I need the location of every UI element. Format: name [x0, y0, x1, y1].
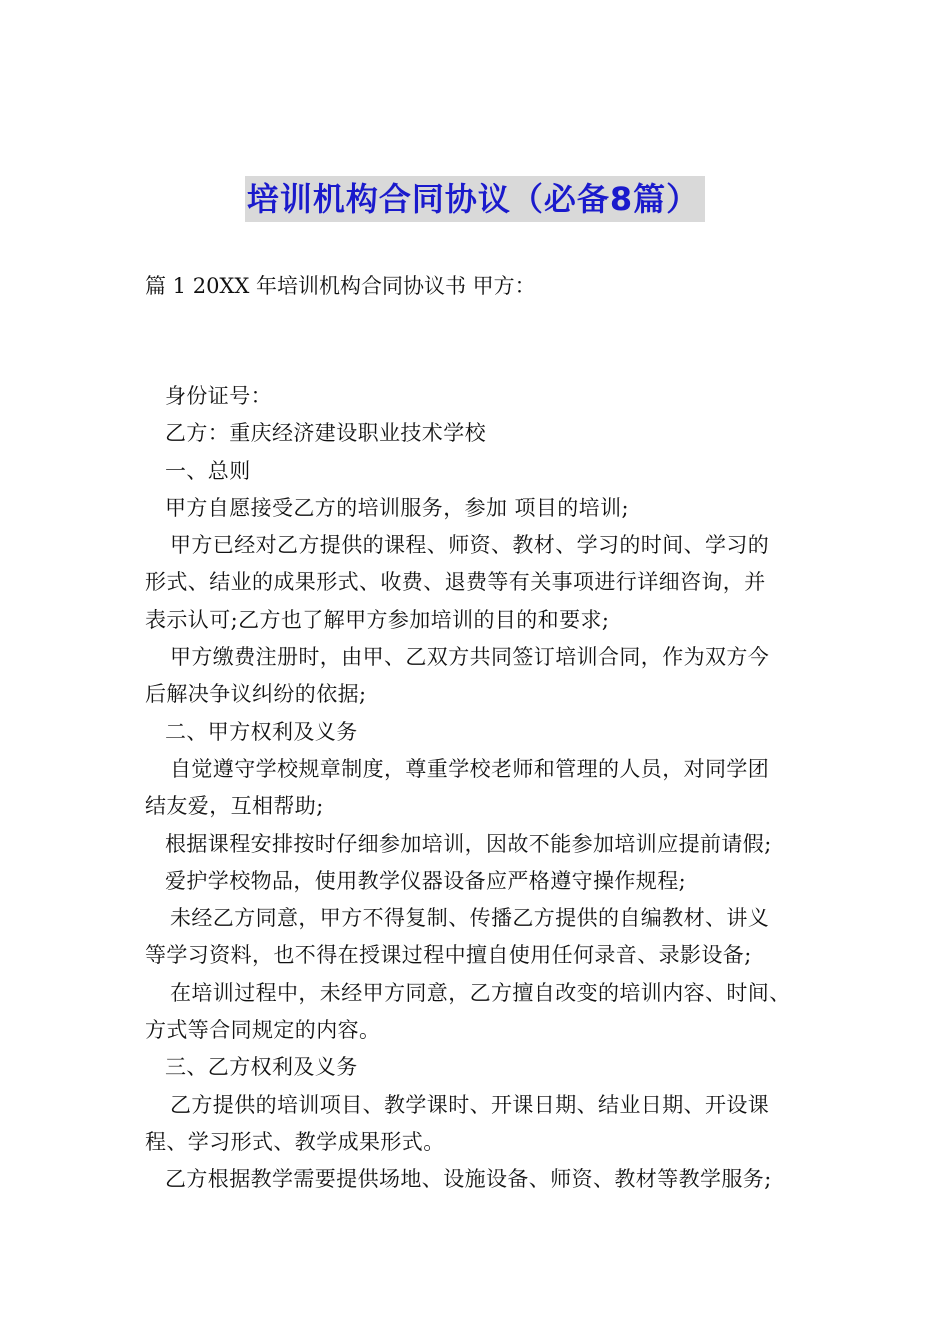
body-line: 二、甲方权利及义务 [165, 719, 358, 744]
body-line: 自觉遵守学校规章制度，尊重学校老师和管理的人员，对同学团 [170, 756, 770, 781]
body-line: 未经乙方同意，甲方不得复制、传播乙方提供的自编教材、讲义 [170, 906, 770, 931]
document-body [145, 378, 810, 1199]
document-title: 培训机构合同协议（必备8篇） [245, 176, 705, 222]
body-line: 乙方根据教学需要提供场地、设施设备、师资、教材等教学服务; [165, 1167, 772, 1192]
body-line: 等学习资料，也不得在授课过程中擅自使用任何录音、录影设备; [145, 943, 752, 968]
body-line: 结友爱，互相帮助; [145, 794, 324, 819]
body-line: 方式等合同规定的内容。 [145, 1018, 381, 1043]
body-line: 形式、结业的成果形式、收费、退费等有关事项进行详细咨询，并 [145, 570, 766, 595]
body-line: 在培训过程中，未经甲方同意，乙方擅自改变的培训内容、时间、 [170, 980, 791, 1005]
body-line: 甲方已经对乙方提供的课程、师资、教材、学习的时间、学习的 [170, 533, 770, 558]
body-line: 甲方缴费注册时，由甲、乙双方共同签订培训合同，作为双方今 [170, 645, 770, 670]
body-line: 乙方提供的培训项目、教学课时、开课日期、结业日期、开设课 [170, 1092, 770, 1117]
body-line: 一、总则 [165, 458, 251, 483]
title-container [0, 176, 950, 222]
body-line: 根据课程安排按时仔细参加培训，因故不能参加培训应提前请假; [165, 831, 772, 856]
body-line: 后解决争议纠纷的依据; [145, 682, 367, 707]
body-line: 表示认可;乙方也了解甲方参加培训的目的和要求; [145, 607, 610, 632]
body-line: 乙方：重庆经济建设职业技术学校 [165, 421, 486, 446]
body-line: 爱护学校物品，使用教学仪器设备应严格遵守操作规程; [165, 868, 687, 893]
body-line: 三、乙方权利及义务 [165, 1055, 358, 1080]
body-line: 身份证号： [165, 384, 272, 408]
body-line: 甲方自愿接受乙方的培训服务，参加 项目的培训; [165, 495, 629, 520]
body-line: 程、学习形式、教学成果形式。 [145, 1129, 445, 1154]
section-header-line: 篇 1 20XX 年培训机构合同协议书 甲方： [145, 274, 536, 298]
